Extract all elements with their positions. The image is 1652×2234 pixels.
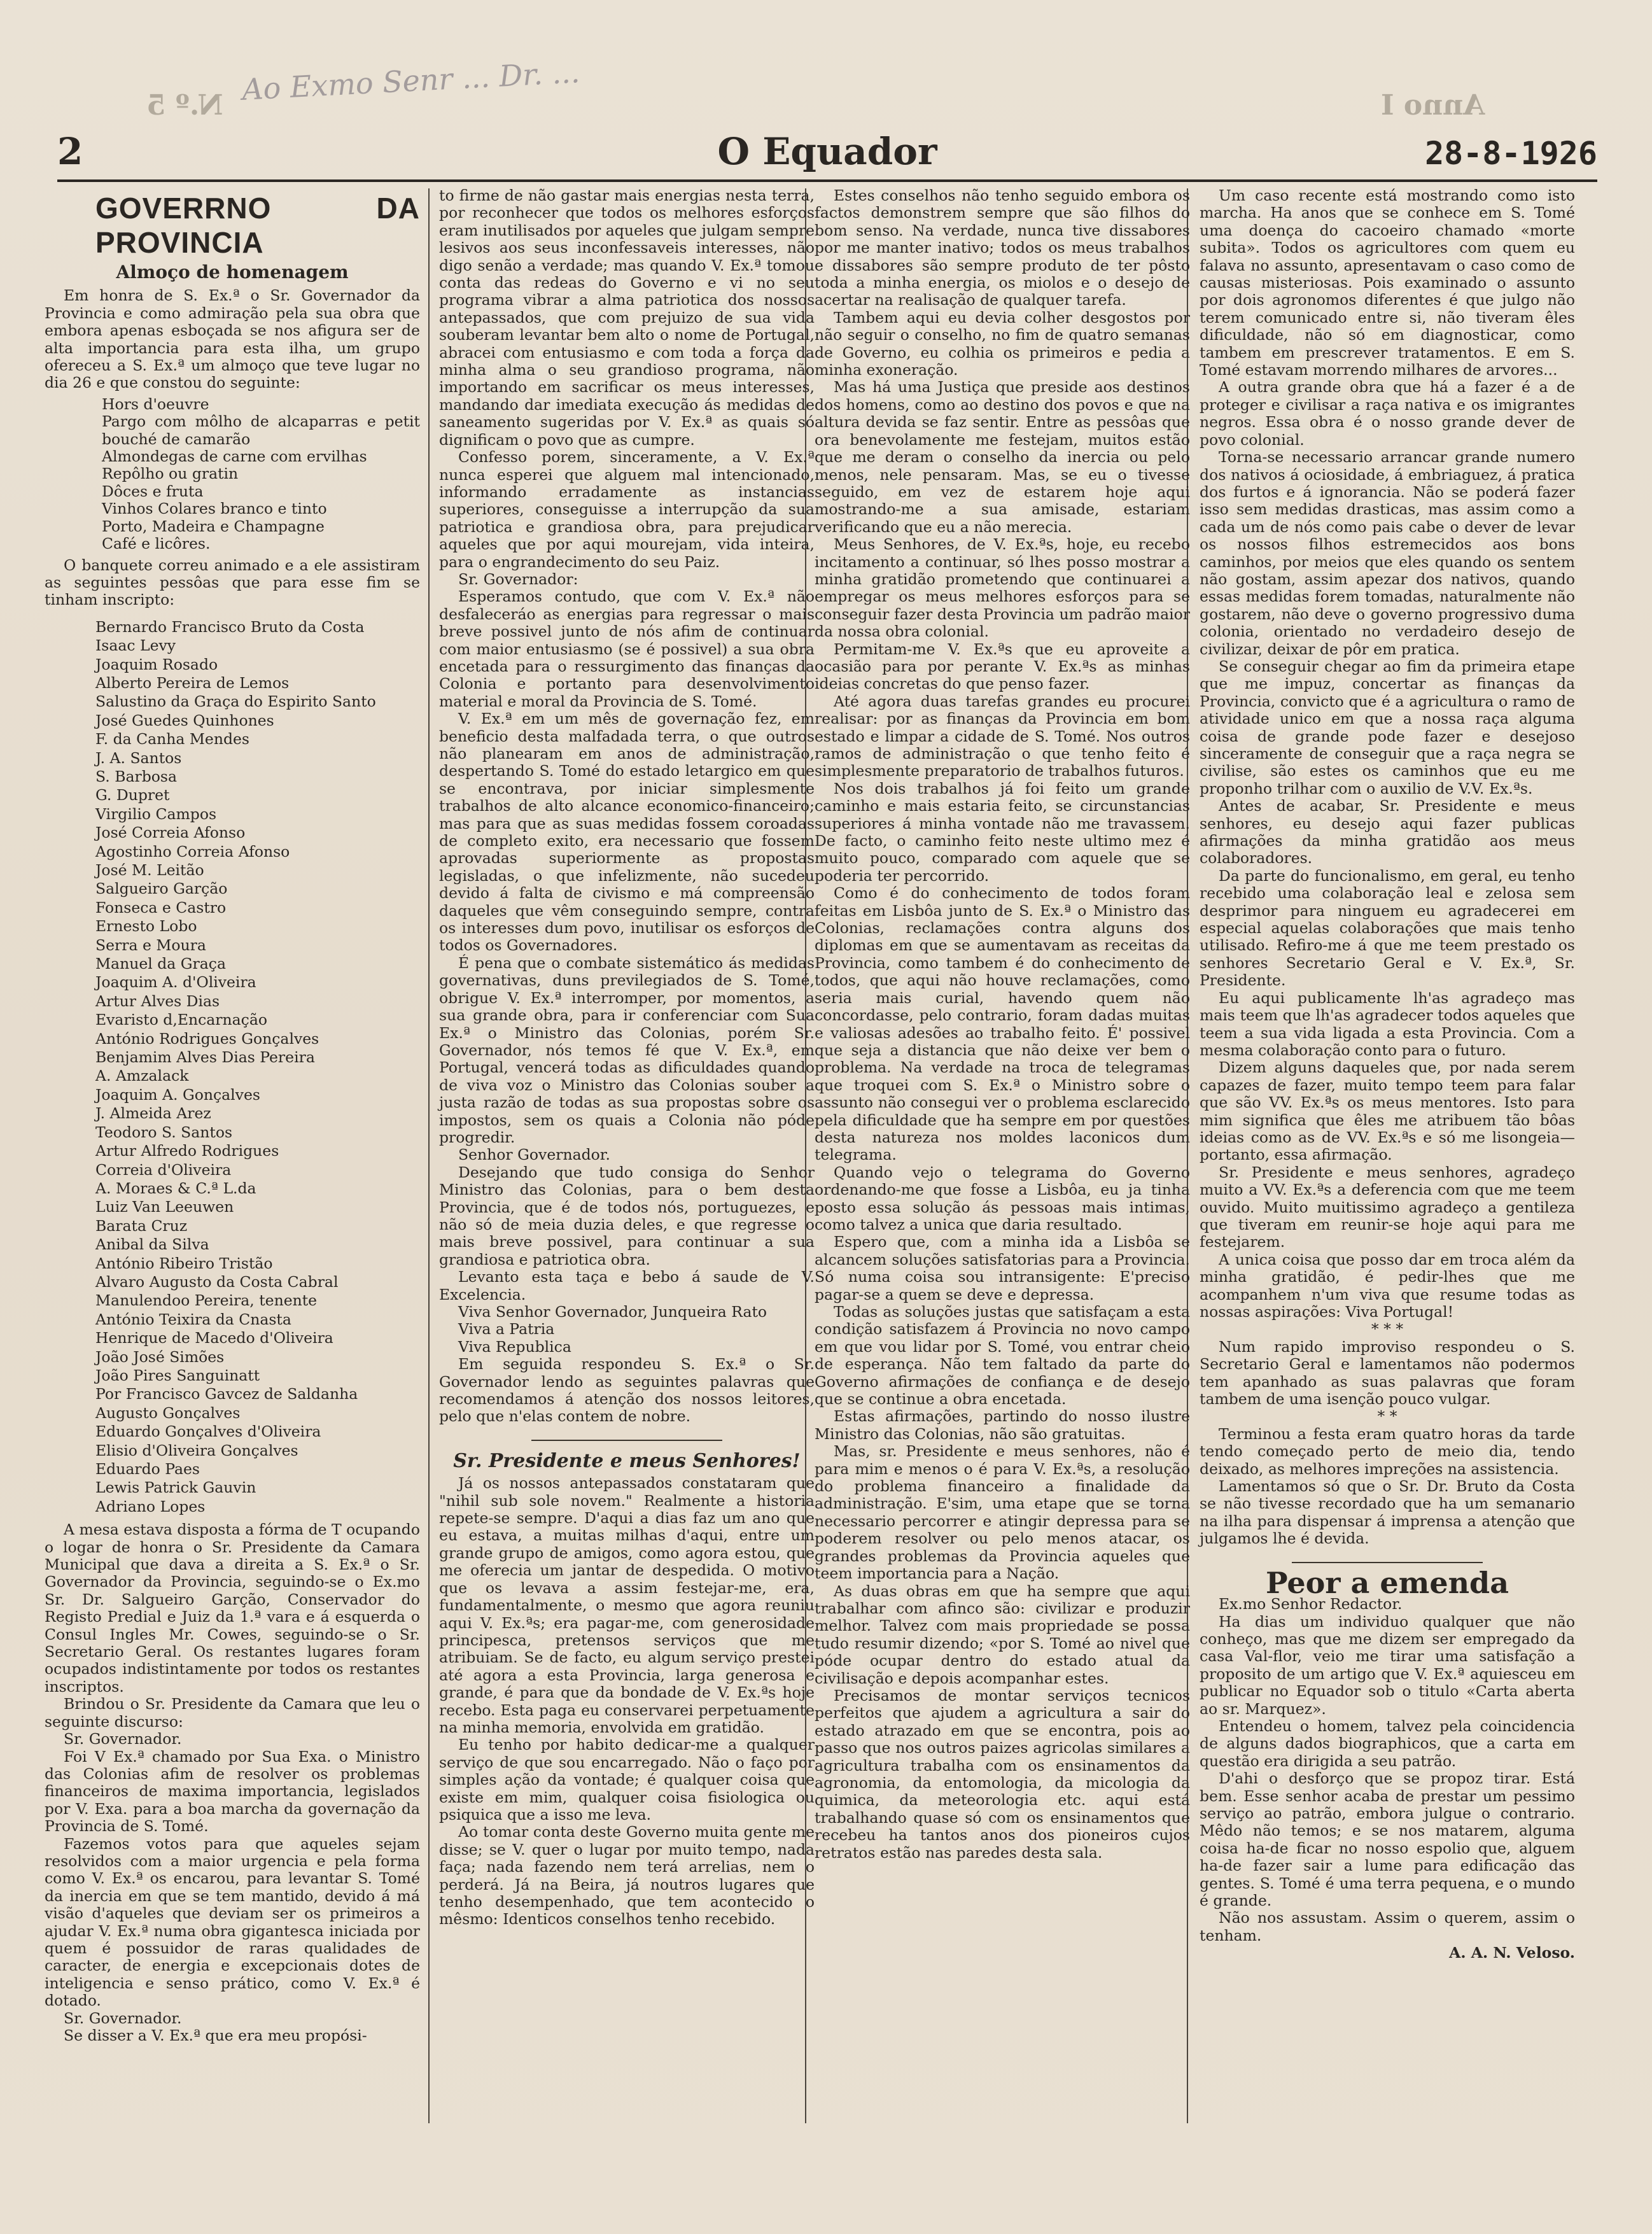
paragraph: Quando vejo o telegrama do Governo ordenando-me que fosse a Lisbôa, eu ja tinha posto essa solução ás pessoas mais intimas, como talvez a unica que daria resultado. — [815, 1163, 1190, 1233]
paragraph: Sr. Governador. — [64, 1730, 182, 1748]
attendee-name: Barata Cruz — [95, 1216, 188, 1235]
menu-item: Almondegas de carne com ervilhas — [102, 447, 367, 466]
attendee-name: F. da Canha Mendes — [95, 730, 249, 748]
section-title: GOVERRNO DA PROVINCIA — [95, 192, 420, 259]
page-number: 2 — [57, 130, 83, 173]
attendee-name: Bernardo Francisco Bruto da Costa — [95, 617, 365, 636]
attendee-name: Agostinho Correia Afonso — [95, 842, 290, 861]
column-3 — [815, 187, 1190, 1862]
paragraph: A mesa estava disposta a fórma de T ocupando o logar de honra o Sr. Presidente da Camara Municipal que dava a direita a S. Ex.ª o Sr. Governador da Provincia, seguindo-se o Ex.mo Sr. Dr. Salgueiro Garção, Conservador do Registo Predial e Juiz da 1.ª vara e á esquerda o Consul Ingles Mr. Cowes, seguindo-se o Sr. Secretario Geral. Os restantes lugares foram ocupados indistintamente por todos os restantes inscriptos. — [45, 1521, 420, 1696]
paragraph: As duas obras em que ha sempre que aqui trabalhar com afinco são: civilizar e produzir melhor. Talvez com mais propriedade se possa tudo resumir dizendo; «por S. Tomé ao nivel que póde ocupar dentro do estado atual da civilisação e depois acompanhar estes. — [815, 1582, 1190, 1687]
attendee-name: Salgueiro Garção — [95, 880, 228, 898]
attendee-name: Artur Alfredo Rodrigues — [95, 1142, 279, 1160]
paragraph: Viva Senhor Governador, Junqueira Rato — [458, 1303, 767, 1321]
attendee-name: Evaristo d,Encarnação — [95, 1011, 267, 1029]
paragraph: Brindou o Sr. Presidente da Camara que leu o seguinte discurso: — [45, 1695, 420, 1731]
paragraph: Da parte do funcionalismo, em geral, eu tenho recebido uma colaboração leal e zelosa sem desprimor para ninguem eu agradecerei em especial aquelas colaborações que mais tenho utilisado. Refiro-me á que me teem prestado os senhores Secretario Geral e V. Ex.ª, Sr. Presidente. — [1200, 866, 1575, 990]
paragraph: D'ahi o desforço que se propoz tirar. Está bem. Esse senhor acaba de prestar um pessimo serviço ao patrão, embora julgue o contrario. Mêdo não temos; e se nos matarem, alguma coisa ha-de ficar no nosso espolio que, alguem ha-de fazer sair a lume para edificação das gentes. S. Tomé é uma terra pequena, e o mundo é grande. — [1200, 1769, 1575, 1909]
column-1 — [45, 187, 420, 2044]
bleedthrough-year: Anno I — [1381, 89, 1485, 122]
paragraph: O banquete correu animado e a ele assistiram as seguintes pessôas que para esse fim se tinham inscripto: — [45, 556, 420, 609]
paragraph: Tambem aqui eu devia colher desgostos por não seguir o conselho, no fim de quatro semanas de Governo, eu colhia os primeiros e pedia a minha exoneração. — [815, 308, 1190, 379]
column-rule — [428, 188, 430, 2123]
attendee-name: S. Barbosa — [95, 767, 177, 785]
paragraph: Mas há uma Justiça que preside aos destinos dos homens, como ao destino dos povos e que na altura devida se faz sentir. Entre as pessôas que ora benevolamente me festejam, muitos estão que me deram o conselho da inercia ou pelo menos, nele pensaram. Mas, se eu o tivesse seguido, em vez de estarem hoje aqui mostrando-me a sua amisade, estariam verificando que eu a não merecia. — [815, 378, 1190, 536]
paragraph: Meus Senhores, de V. Ex.ªs, hoje, eu recebo incitamento a continuar, só lhes posso mostrar a minha gratidão prometendo que continuarei a empregar os meus melhores esforços para se conseguir fazer desta Provincia um padrão maior da nossa obra colonial. — [815, 535, 1190, 641]
newspaper-title: O Equador — [717, 130, 937, 173]
paragraph: Em seguida respondeu S. Ex.ª o Sr. Governador lendo as seguintes palavras que recomendamos á atenção dos nossos leitores, pelo que n'elas contem de nobre. — [439, 1355, 815, 1426]
attendee-name: António Rodrigues Gonçalves — [95, 1029, 319, 1048]
attendee-name: Ernesto Lobo — [95, 917, 197, 936]
attendee-name: Eduardo Gonçalves d'Oliveira — [95, 1423, 321, 1441]
attendee-name: Lewis Patrick Gauvin — [95, 1479, 256, 1497]
masthead — [57, 126, 1597, 182]
attendee-name: Luiz Van Leeuwen — [95, 1198, 234, 1216]
paragraph: Não nos assustam. Assim o querem, assim o tenham. — [1200, 1909, 1575, 1944]
paragraph: A unica coisa que posso dar em troca além da minha gratidão, é pedir-lhes que me acompanhem n'um viva que resume todas as nossas aspirações: Viva Portugal! — [1200, 1250, 1575, 1321]
handwritten-address: Ao Exmo Senr ... Dr. ... — [241, 55, 581, 107]
attendee-name: Joaquim A. Gonçalves — [95, 1085, 260, 1104]
attendee-name: Henrique de Macedo d'Oliveira — [95, 1329, 333, 1347]
paragraph: Como é do conhecimento de todos foram feitas em Lisbôa junto de S. Ex.ª o Ministro das Colonias, reclamações contra alguns dos diplomas em que se aumentavam as receitas da Provincia, como tambem é do conhecimento de todos, que aqui não houve reclamações, como seria mais curial, havendo quem não concordasse, pelo contrario, foram dadas muitas e valiosas adesões ao trabalho feito. É' possivel que seja a distancia que não deixe ver bem o problema. Na verdade na troca de telegramas que troquei com S. Ex.ª o Ministro sobre o assunto não consegui ver o problema esclarecido pela dificuldade que ha sempre em por questões desta natureza nos moldes laconicos dum telegrama. — [815, 884, 1190, 1164]
bleedthrough-number: N.º 5 — [146, 89, 223, 122]
attendee-name: Por Francisco Gavcez de Saldanha — [95, 1385, 358, 1403]
paragraph: Fazemos votos para que aqueles sejam resolvidos com a maior urgencia e pela forma como V. Ex.ª os encarou, para levantar S. Tomé da inercia em que se tem mantido, devido á má visão d'aqueles que deviam ser os primeiros a ajudar V. Ex.ª numa obra gigantesca iniciada por quem é possuidor de raras qualidades de caracter, de energia e excepcionais dotes de inteligencia e senso prático, como V. Ex.ª é dotado. — [45, 1834, 420, 2010]
paragraph: Confesso porem, sinceramente, a V. Ex.ª nunca esperei que alguem mal intencionado, informando erradamente as instancias superiores, conseguisse a interrupção da sua patriotica e grandiosa obra, para prejudicar aqueles que por aqui mourejam, vida inteira, para o engrandecimento do seu Paiz. — [439, 448, 815, 571]
menu-item: Pargo com môlho de alcaparras e petit bouché de camarão — [102, 412, 420, 448]
paragraph: Sr. Governador. — [64, 2009, 182, 2027]
menu-item: Porto, Madeira e Champagne — [102, 517, 325, 535]
attendee-name: António Teixira da Cnasta — [95, 1310, 291, 1328]
paragraph: A outra grande obra que há a fazer é a de proteger e civilisar a raça nativa e os imigrantes negros. Essa obra é o nosso grande dever de povo colonial. — [1200, 378, 1575, 449]
article-heading: Peor a emenda — [1266, 1565, 1509, 1600]
paragraph: Viva Republica — [458, 1337, 571, 1356]
paragraph: Torna-se necessario arrancar grande numero dos nativos á ociosidade, á embriaguez, á pratica dos furtos e á ignorancia. Não se poderá fazer isso sem medidas drasticas, mas assim como a cada um de nós como pais cabe o dever de levar os nossos filhos estremecidos aos bons caminhos, por meios que eles quando os sentem não gostam, assim apezar dos nativos, quando essas medidas forem tomadas, naturalmente não gostarem, não deve o governo progressivo duma colonia, orientado no verdadeiro desejo de civilizar, deixar de pôr em pratica. — [1200, 448, 1575, 658]
paragraph: Sr. Presidente e meus senhores, agradeço muito a VV. Ex.ªs a deferencia com que me teem ouvido. Muito muitissimo agradeço a gentileza que tiveram em reunir-se hoje aqui para me festejarem. — [1200, 1163, 1575, 1251]
attendee-list — [95, 618, 420, 1517]
paragraph: Já os nossos antepassados constataram que "nihil sub sole novem." Realmente a historia repete-se sempre. D'aqui a dias faz um ano que eu estava, a muitas milhas d'aqui, entre um grande grupo de amigos, como agora estou, que me oferecia um jantar de despedida. O motivo que os levava a assim festejar-me, era, fundamentalmente, o mesmo que agora reuniu aqui V. Ex.ªs; era pagar-me, com generosidade principesca, pretensos serviços que me atribuiam. Se de facto, eu algum serviço prestei até agora a esta Provincia, larga generosa e grande, é para que da bondade de V. Ex.ªs hoje recebo. Esta paga eu conservarei perpetuamente na minha memoria, envolvida em gratidão. — [439, 1474, 815, 1736]
attendee-name: Serra e Moura — [95, 936, 206, 954]
paragraph: Ha dias um individuo qualquer que não conheço, mas que me dizem ser empregado da casa Val-flor, veio me tirar uma satisfação a proposito de um artigo que V. Ex.ª aquiesceu em publicar no Equador sob o titulo «Carta aberta ao sr. Marquez». — [1200, 1612, 1575, 1718]
paragraph: Em honra de S. Ex.ª o Sr. Governador da Provincia e como admiração pela sua obra que embora apenas esboçada se nos afigura ser de alta importancia para esta ilha, um grupo ofereceu a S. Ex.ª um almoço que teve lugar no dia 26 e que constou do seguinte: — [45, 286, 420, 392]
attendee-name: A. Amzalack — [95, 1067, 189, 1085]
attendee-name: José Guedes Quinhones — [95, 711, 274, 729]
attendee-name: José Correia Afonso — [95, 824, 246, 842]
attendee-name: Alberto Pereira de Lemos — [95, 673, 290, 692]
attendee-name: Benjamim Alves Dias Pereira — [95, 1048, 315, 1067]
attendee-name: Salustino da Graça do Espirito Santo — [95, 692, 376, 711]
attendee-name: Artur Alves Dias — [95, 992, 220, 1010]
paragraph: Se disser a V. Ex.ª que era meu propósi- — [64, 2027, 367, 2044]
paragraph: Mas, sr. Presidente e meus senhores, não é para mim e menos o é para V. Ex.ªs, a resolução do problema financeiro a finalidade da administração. E'sim, uma etape que se torna necessario percorrer e atingir depressa para se poderem resolver ou pelo menos atacar, os grandes problemas da Provincia aqueles que teem importancia para a Nação. — [815, 1442, 1190, 1583]
paragraph: Espero que, com a minha ida a Lisbôa se alcancem soluções satisfatorias para a Provincia. Só numa coisa sou intransigente: E'preciso pagar-se a quem se deve e depressa. — [815, 1233, 1190, 1303]
ornament: * * * — [1371, 1320, 1404, 1338]
paragraph: Lamentamos só que o Sr. Dr. Bruto da Costa se não tivesse recordado que ha um semanario na ilha para dispensar á imprensa a atenção que julgamos lhe é devida. — [1200, 1477, 1575, 1548]
paragraph: Eu aqui publicamente lh'as agradeço mas mais teem que lh'as agradecer todos aqueles que teem a sua vida ligada a esta Provincia. Com a mesma colaboração conto para o futuro. — [1200, 988, 1575, 1059]
article-subtitle: Almoço de homenagem — [116, 262, 349, 283]
separator-rule — [1292, 1562, 1483, 1563]
paragraph: Terminou a festa eram quatro horas da tarde tendo começado perto de meio dia, tendo deixado, as melhores impreções na assistencia. — [1200, 1424, 1575, 1478]
paragraph: Levanto esta taça e bebo á saude de V. Excelencia. — [439, 1268, 815, 1303]
paragraph: Se conseguir chegar ao fim da primeira etape que me impuz, concertar as finanças da Provincia, convicto que é a agricultura o ramo de atividade unico em que a nossa raça alguma coisa de grande pode fazer e desejoso sinceramente de conseguir que a raça negra se civilise, são estes os caminhos que eu me proponho trilhar com o auxilio de V.V. Ex.ªs. — [1200, 657, 1575, 797]
attendee-name: Elisio d'Oliveira Gonçalves — [95, 1441, 298, 1459]
attendee-name: Eduardo Paes — [95, 1460, 200, 1478]
attendee-name: João Pires Sanguinatt — [95, 1366, 260, 1384]
paragraph: Dizem alguns daqueles que, por nada serem capazes de fazer, muito tempo teem para falar que são VV. Ex.ªs os meus mentores. Isto para mim significa que êles me atribuem tão bôas ideias como as de VV. Ex.ªs e só me lisongeia—portanto, essa afirmação. — [1200, 1058, 1575, 1164]
attendee-name: G. Dupret — [95, 786, 170, 804]
attendee-name: Alvaro Augusto da Costa Cabral — [95, 1272, 339, 1291]
attendee-name: Augusto Gonçalves — [95, 1403, 241, 1422]
separator-rule — [531, 1440, 722, 1441]
paragraph: Ex.mo Senhor Redactor. — [1219, 1595, 1403, 1613]
attendee-name: António Ribeiro Tristão — [95, 1254, 273, 1272]
paragraph: to firme de não gastar mais energias nesta terra, por reconhecer que todos os melhores esforços eram inutilisados por aqueles que julgam sempre lesivos aos seus inconfessaveis interesses, não digo senão a verdade; mas quando V. Ex.ª tomou conta das redeas do Governo e vi no seu programa vibrar a alma patriotica dos nossos antepassados, que com prejuizo de sua vida souberam levantar bem alto o nome de Portugal, abracei com entusiasmo e com toda a força da minha alma o seu grandioso programa, não importando em sacrificar os meus interesses, mandando dar imediata execução ás medidas de saneamento sugeridas por V. Ex.ª as quais só dignificam o povo que as cumpre. — [439, 186, 815, 449]
paragraph: Nos dois trabalhos já foi feito um grande caminho e mais estaria feito, se circunstancias superiores á minha vontade não me travassem. De facto, o caminho feito neste ultimo mez é muito pouco, comparado com aquele que se poderia ter percorrido. — [815, 779, 1190, 885]
attendee-name: Joaquim A. d'Oliveira — [95, 973, 256, 992]
menu-item: Dôces e fruta — [102, 482, 204, 500]
paragraph: Estes conselhos não tenho seguido embora os factos demonstrem sempre que são filhos do bom senso. Na verdade, nunca tive dissabores por me manter inativo; todos os meus trabalhos e dissabores são sempre produto de ter pôsto toda a minha energia, os miolos e o desejo de acertar na realisação de qualquer tarefa. — [815, 186, 1190, 309]
paragraph: Até agora duas tarefas grandes eu procurei realisar: por as finanças da Provincia em bom estado e limpar a cidade de S. Tomé. Nos outros ramos de administração o que tenho feito é simplesmente preparatorio de trabalhos futuros. — [815, 692, 1190, 780]
paragraph: Todas as soluções justas que satisfaçam a esta condição satisfazem á Provincia no novo campo em que vou lidar por S. Tomé, vou entrar cheio de esperança. Não tem faltado da parte do Governo afirmações de confiança e de desejo que se continue a obra encetada. — [815, 1303, 1190, 1409]
ornament: * * — [1377, 1407, 1397, 1426]
paragraph: Permitam-me V. Ex.ªs que eu aproveite a ocasião para por perante V. Ex.ªs as minhas ideias concretas do que penso fazer. — [815, 640, 1190, 693]
attendee-name: Manuel da Graça — [95, 955, 226, 973]
menu-item: Vinhos Colares branco e tinto — [102, 500, 327, 518]
paragraph: Precisamos de montar serviços tecnicos perfeitos que ajudem a agricultura a sair do estado atrazado em que se encontra, pois ao passo que nos outros paizes agricolas similares a agricultura trabalha com os ensinamentos da agronomia, da entomologia, da micologia da quimica, da meteorologia etc. aqui está trabalhando quase só com os ensinamentos que recebeu ha tantos anos dos pioneiros cujos retratos estão nas paredes desta sala. — [815, 1686, 1190, 1862]
issue-date: 28-8-1926 — [1425, 135, 1597, 172]
paragraph: Estas afirmações, partindo do nosso ilustre Ministro das Colonias, não são gratuitas. — [815, 1407, 1190, 1443]
menu-list — [102, 396, 420, 553]
paragraph: V. Ex.ª em um mês de governação fez, em beneficio desta malfadada terra, o que outros não planearam em anos de administração, despertando S. Tomé do estado letargico em que se encontrava, por iniciar simplesmente trabalhos de alto alcance economico-financeiro; mas para que as suas medidas fossem coroadas de completo exito, era necessario que fossem aprovadas superiormente as propostas legisladas, o que infelizmente, não sucedeu devido á falta de civismo e má compreensão daqueles que vêm conseguindo sempre, contra os interesses dum povo, inutilisar os esforços de todos os Governadores. — [439, 710, 815, 955]
paragraph: É pena que o combate sistemático ás medidas governativas, duns previlegiados de S. Tomé, obrigue V. Ex.ª interromper, por momentos, a sua grande obra, para ir conferenciar com Sua Ex.ª o Ministro das Colonias, porém Sr. Governador, nós temos fé que V. Ex.ª, em Portugal, vencerá todas as dificuldades quando de viva voz o Ministro das Colonias souber a justa razão de todas as sua propostas sobre os impostos, sem os quais a Colonia não póde progredir. — [439, 953, 815, 1146]
paragraph: Desejando que tudo consiga do Senhor Ministro das Colonias, para o bem desta Provincia, que é de todos nós, portuguezes, e não só de meia duzia deles, e que regresse o mais breve possivel, para continuar a sua grandiosa e patriotica obra. — [439, 1163, 815, 1268]
attendee-name: Virgilio Campos — [95, 804, 217, 823]
menu-item: Café e licôres. — [102, 535, 211, 553]
paragraph: Viva a Patria — [458, 1320, 555, 1338]
paragraph: Esperamos contudo, que com V. Ex.ª não desfaleceráo as energias para regressar o mais breve possivel junto de nós afim de continuar com maior entusiasmo (se é possivel) a sua obra encetada para o ressurgimento das finanças da Colonia e portanto para desenvolvimento material e moral da Provincia de S. Tomé. — [439, 587, 815, 710]
column-4 — [1200, 187, 1575, 1962]
attendee-name: J. Almeida Arez — [95, 1104, 211, 1123]
attendee-name: Teodoro S. Santos — [95, 1123, 233, 1141]
attendee-name: Fonseca e Castro — [95, 898, 227, 917]
attendee-name: João José Simões — [95, 1347, 225, 1366]
attendee-name: Correia d'Oliveira — [95, 1160, 232, 1179]
attendee-name: Manulendoo Pereira, tenente — [95, 1291, 318, 1310]
menu-item: Repôlho ou gratin — [102, 465, 239, 483]
paragraph: Um caso recente está mostrando como isto marcha. Ha anos que se conhece em S. Tomé uma doença do cacoeiro chamado «morte subita». Todos os agricultores com quem eu falava no assunto, apresentavam o caso como de causas misteriosas. Pois examinado o assunto por dois agronomos diferentes é que julgo não terem comunicado entre si, não tiveram êles dificuldade, não só em diagnosticar, como tambem em prescrever tratamentos. E em S. Tomé estavam morrendo milhares de arvores... — [1200, 186, 1575, 379]
column-2 — [439, 187, 815, 1928]
paragraph: Ao tomar conta deste Governo muita gente me disse; se V. quer o lugar por muito tempo, nada faça; nada fazendo nem terá arrelias, nem o perderá. Já na Beira, já noutros lugares que tenho desempenhado, que tem acontecido o mêsmo: Identicos conselhos tenho recebido. — [439, 1823, 815, 1928]
paragraph: Foi V Ex.ª chamado por Sua Exa. o Ministro das Colonias afim de resolver os problemas financeiros de maxima importancia, legislados por V. Exa. para a boa marcha da governação da Provincia de S. Tomé. — [45, 1747, 420, 1836]
paragraph: Entendeu o homem, talvez pela coincidencia de alguns dados biographicos, que a carta em questão era dirigida a seu patrão. — [1200, 1717, 1575, 1770]
paragraph: Num rapido improviso respondeu o S. Secretario Geral e lamentamos não podermos tem apanhado as suas palavras que foram tambem de uma isenção pouco vulgar. — [1200, 1337, 1575, 1409]
speech-heading: Sr. Presidente e meus Senhores! — [453, 1449, 801, 1472]
attendee-name: A. Moraes & C.ª L.da — [95, 1179, 256, 1197]
paragraph: Eu tenho por habito dedicar-me a qualquer serviço de que sou encarregado. Não o faço por simples ação da vontade; é qualquer coisa que existe em mim, qualquer coisa fisiologica ou psiquica que a isso me leva. — [439, 1736, 815, 1823]
menu-item: Hors d'oeuvre — [102, 395, 209, 413]
paragraph: Senhor Governador. — [458, 1146, 610, 1164]
attendee-name: J. A. Santos — [95, 748, 182, 767]
attendee-name: Joaquim Rosado — [95, 655, 218, 673]
attendee-name: José M. Leitão — [95, 861, 204, 879]
attendee-name: Anibal da Silva — [95, 1235, 209, 1254]
signature: A. A. N. Veloso. — [1449, 1944, 1575, 1962]
attendee-name: Adriano Lopes — [95, 1497, 206, 1515]
attendee-name: Isaac Levy — [95, 636, 176, 655]
paragraph: Sr. Governador: — [458, 570, 578, 588]
paragraph: Antes de acabar, Sr. Presidente e meus senhores, eu desejo aqui fazer publicas afirmações da minha gratidão aos meus colaboradores. — [1200, 797, 1575, 868]
